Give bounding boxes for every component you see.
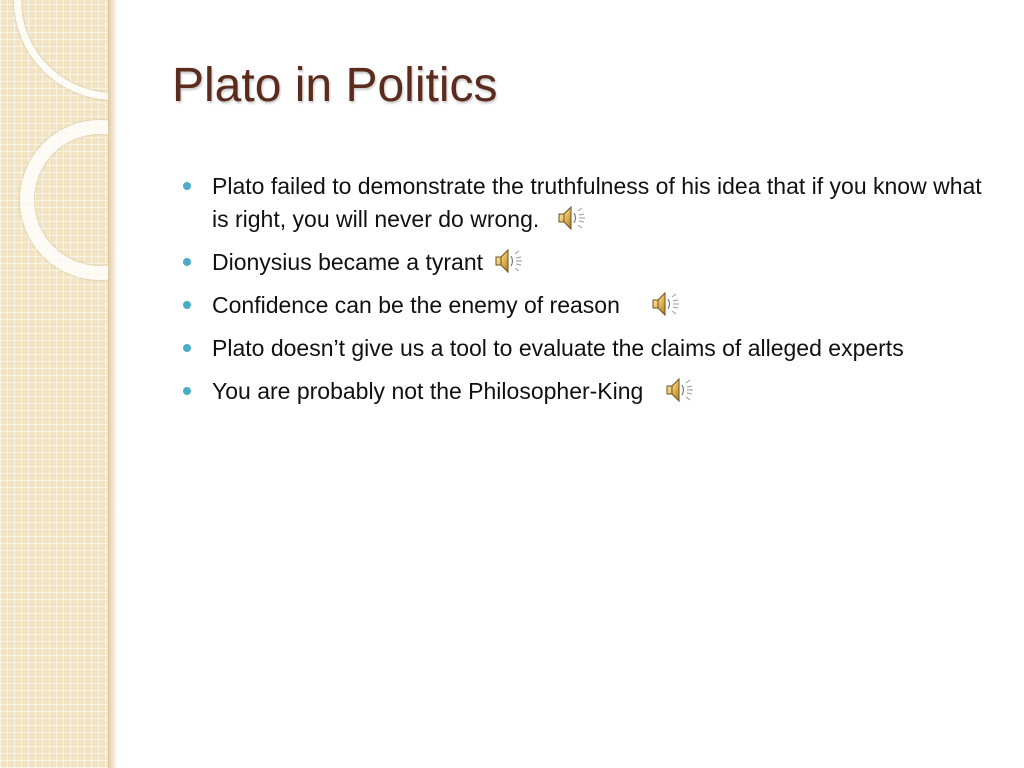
bullet-item [182, 246, 982, 279]
speaker-icon[interactable] [662, 373, 696, 407]
bullet-text: Plato failed to demonstrate the truthfulness of his idea that if you know what is right, you will never do wrong. [212, 173, 982, 232]
bullet-dot-icon [183, 182, 191, 190]
speaker-icon[interactable] [648, 287, 682, 321]
decorative-ring-middle [20, 120, 112, 280]
bullet-item [182, 289, 982, 322]
bullet-item [182, 170, 982, 236]
slide-title: Plato in Politics [172, 59, 498, 112]
bullet-text: You are probably not the Philosopher-King [212, 378, 644, 404]
bullet-dot-icon [183, 344, 191, 352]
bullet-text: Confidence can be the enemy of reason [212, 292, 620, 318]
speaker-icon[interactable] [554, 201, 588, 235]
bullet-item [182, 332, 982, 365]
speaker-icon[interactable] [491, 244, 525, 278]
decorative-side-strip [0, 0, 112, 768]
bullet-text: Dionysius became a tyrant [212, 249, 484, 275]
bullet-dot-icon [183, 258, 191, 266]
bullet-item [182, 375, 982, 408]
bullet-text: Plato doesn’t give us a tool to evaluate the claims of alleged experts [212, 335, 904, 361]
bullet-dot-icon [183, 387, 191, 395]
side-strip-shadow [108, 0, 118, 768]
bullet-list [182, 170, 982, 418]
bullet-dot-icon [183, 301, 191, 309]
decorative-ring-top [14, 0, 112, 100]
